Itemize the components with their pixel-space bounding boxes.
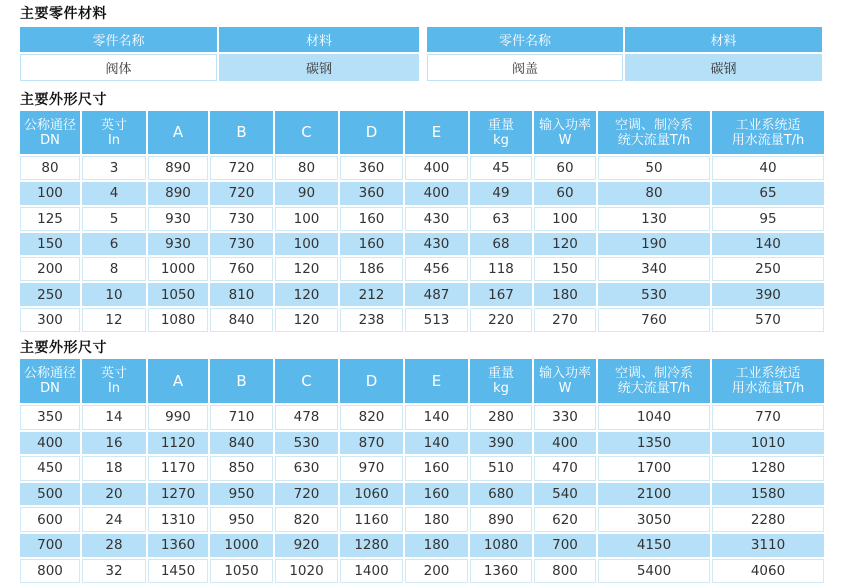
cell-dn: 600 <box>20 507 80 532</box>
materials-gap <box>421 54 425 81</box>
table-row <box>20 156 824 180</box>
cell-ac-flow: 4150 <box>598 534 710 557</box>
cell-power: 330 <box>534 405 596 430</box>
cell-dn: 450 <box>20 456 80 481</box>
header-label: 输入功率 <box>538 366 591 381</box>
cell-ac-flow: 50 <box>598 156 710 180</box>
header-e <box>405 359 468 403</box>
cell-c: 630 <box>275 456 338 481</box>
cell-b: 710 <box>210 405 273 430</box>
cell-dn: 80 <box>20 156 80 180</box>
cell-power: 620 <box>534 507 596 532</box>
cell-ac-flow: 5400 <box>598 559 710 584</box>
header-unit: 统大流量T/h <box>617 381 691 396</box>
header-industrial-flow <box>712 111 824 154</box>
dimensions-table-2 <box>18 357 826 585</box>
header-label: C <box>301 371 312 390</box>
table-row <box>20 207 824 231</box>
cell-inch: 3 <box>82 156 146 180</box>
cell-weight: 390 <box>470 432 532 455</box>
cell-e: 160 <box>405 456 468 481</box>
materials-header-material: 材料 <box>219 27 419 52</box>
cell-c: 820 <box>275 507 338 532</box>
header-a <box>148 359 208 403</box>
cell-inch: 4 <box>82 182 146 204</box>
cell-d: 970 <box>340 456 403 481</box>
cell-power: 180 <box>534 283 596 305</box>
header-label: 重量 <box>487 117 514 133</box>
cell-industrial-flow: 65 <box>712 182 824 204</box>
cell-d: 870 <box>340 432 403 455</box>
cell-inch: 5 <box>82 207 146 231</box>
cell-b: 840 <box>210 308 273 332</box>
cell-inch: 28 <box>82 534 146 557</box>
header-dn <box>20 111 80 154</box>
dimensions-header-row <box>20 111 824 154</box>
cell-ac-flow: 530 <box>598 283 710 305</box>
cell-dn: 300 <box>20 308 80 332</box>
header-unit: DN <box>40 381 60 396</box>
cell-e: 400 <box>405 156 468 180</box>
materials-row <box>20 54 822 81</box>
header-label: 工业系统适 <box>735 117 801 133</box>
header-label: 英寸 <box>100 366 127 381</box>
cell-c: 90 <box>275 182 338 204</box>
header-label: 工业系统适 <box>735 366 801 381</box>
header-unit: In <box>107 132 121 148</box>
dimensions-title-2: 主要外形尺寸 <box>20 340 107 356</box>
materials-cell-material: 碳钢 <box>625 54 822 81</box>
materials-header-part-name: 零件名称 <box>20 27 217 52</box>
cell-c: 478 <box>275 405 338 430</box>
cell-ac-flow: 1350 <box>598 432 710 455</box>
cell-c: 1020 <box>275 559 338 584</box>
cell-b: 720 <box>210 182 273 204</box>
cell-d: 820 <box>340 405 403 430</box>
cell-c: 120 <box>275 308 338 332</box>
cell-ac-flow: 1700 <box>598 456 710 481</box>
cell-c: 530 <box>275 432 338 455</box>
cell-c: 720 <box>275 483 338 506</box>
cell-ac-flow: 340 <box>598 257 710 281</box>
cell-b: 730 <box>210 233 273 255</box>
cell-e: 180 <box>405 507 468 532</box>
header-inch <box>82 111 146 154</box>
cell-a: 990 <box>148 405 208 430</box>
cell-ac-flow: 760 <box>598 308 710 332</box>
cell-inch: 8 <box>82 257 146 281</box>
cell-ac-flow: 3050 <box>598 507 710 532</box>
cell-e: 456 <box>405 257 468 281</box>
header-label: C <box>301 123 312 141</box>
table-row <box>20 308 824 332</box>
header-d <box>340 359 403 403</box>
header-c <box>275 111 338 154</box>
header-b <box>210 111 273 154</box>
cell-e: 140 <box>405 405 468 430</box>
materials-header-row <box>20 27 822 52</box>
cell-power: 60 <box>534 156 596 180</box>
cell-industrial-flow: 140 <box>712 233 824 255</box>
materials-header-part-name: 零件名称 <box>427 27 623 52</box>
cell-c: 100 <box>275 233 338 255</box>
cell-d: 186 <box>340 257 403 281</box>
cell-weight: 167 <box>470 283 532 305</box>
header-inch <box>82 359 146 403</box>
cell-b: 950 <box>210 507 273 532</box>
header-label: E <box>431 371 442 390</box>
cell-c: 920 <box>275 534 338 557</box>
header-unit: kg <box>493 381 509 396</box>
header-label: 空调、制冷系 <box>614 366 693 381</box>
header-unit: W <box>558 132 572 148</box>
cell-dn: 200 <box>20 257 80 281</box>
cell-b: 850 <box>210 456 273 481</box>
cell-d: 360 <box>340 156 403 180</box>
table-row <box>20 257 824 281</box>
header-e <box>405 111 468 154</box>
cell-power: 60 <box>534 182 596 204</box>
cell-dn: 150 <box>20 233 80 255</box>
cell-e: 400 <box>405 182 468 204</box>
cell-power: 270 <box>534 308 596 332</box>
header-unit: 用水流量T/h <box>731 381 805 396</box>
cell-industrial-flow: 95 <box>712 207 824 231</box>
dimensions-header-row <box>20 359 824 403</box>
cell-b: 1000 <box>210 534 273 557</box>
cell-industrial-flow: 4060 <box>712 559 824 584</box>
cell-power: 400 <box>534 432 596 455</box>
cell-d: 1060 <box>340 483 403 506</box>
header-label: A <box>172 123 184 141</box>
cell-weight: 1080 <box>470 534 532 557</box>
cell-power: 470 <box>534 456 596 481</box>
cell-industrial-flow: 570 <box>712 308 824 332</box>
cell-industrial-flow: 390 <box>712 283 824 305</box>
cell-a: 930 <box>148 207 208 231</box>
cell-power: 100 <box>534 207 596 231</box>
cell-weight: 63 <box>470 207 532 231</box>
cell-a: 890 <box>148 182 208 204</box>
cell-ac-flow: 2100 <box>598 483 710 506</box>
cell-weight: 68 <box>470 233 532 255</box>
header-ac-flow <box>598 359 710 403</box>
cell-dn: 700 <box>20 534 80 557</box>
cell-dn: 400 <box>20 432 80 455</box>
cell-ac-flow: 1040 <box>598 405 710 430</box>
table-row <box>20 456 824 481</box>
cell-e: 487 <box>405 283 468 305</box>
cell-dn: 350 <box>20 405 80 430</box>
cell-industrial-flow: 1010 <box>712 432 824 455</box>
cell-d: 238 <box>340 308 403 332</box>
header-unit: 统大流量T/h <box>617 132 691 148</box>
materials-title: 主要零件材料 <box>20 6 107 22</box>
header-weight <box>470 359 532 403</box>
cell-inch: 20 <box>82 483 146 506</box>
cell-b: 840 <box>210 432 273 455</box>
cell-e: 200 <box>405 559 468 584</box>
cell-inch: 6 <box>82 233 146 255</box>
cell-inch: 18 <box>82 456 146 481</box>
header-unit: 用水流量T/h <box>731 132 805 148</box>
materials-gap <box>421 27 425 52</box>
cell-weight: 280 <box>470 405 532 430</box>
table-row <box>20 182 824 204</box>
cell-d: 360 <box>340 182 403 204</box>
header-c <box>275 359 338 403</box>
cell-a: 930 <box>148 233 208 255</box>
cell-industrial-flow: 770 <box>712 405 824 430</box>
header-label: B <box>236 123 247 141</box>
header-unit: DN <box>40 132 60 148</box>
cell-c: 120 <box>275 257 338 281</box>
cell-industrial-flow: 3110 <box>712 534 824 557</box>
cell-e: 140 <box>405 432 468 455</box>
cell-power: 700 <box>534 534 596 557</box>
header-label: 英寸 <box>100 117 127 133</box>
cell-b: 1050 <box>210 559 273 584</box>
header-label: E <box>431 123 442 141</box>
table-row <box>20 483 824 506</box>
cell-a: 1170 <box>148 456 208 481</box>
cell-a: 1050 <box>148 283 208 305</box>
cell-weight: 510 <box>470 456 532 481</box>
table-row <box>20 559 824 584</box>
dimensions-title-1: 主要外形尺寸 <box>20 92 107 108</box>
cell-a: 890 <box>148 156 208 180</box>
header-unit: W <box>558 381 572 396</box>
cell-power: 120 <box>534 233 596 255</box>
cell-c: 80 <box>275 156 338 180</box>
cell-e: 513 <box>405 308 468 332</box>
cell-a: 1270 <box>148 483 208 506</box>
cell-inch: 10 <box>82 283 146 305</box>
cell-weight: 45 <box>470 156 532 180</box>
cell-b: 730 <box>210 207 273 231</box>
header-unit: kg <box>493 132 509 148</box>
cell-e: 160 <box>405 483 468 506</box>
header-label: D <box>365 123 378 141</box>
cell-b: 950 <box>210 483 273 506</box>
header-label: A <box>172 371 184 390</box>
header-weight <box>470 111 532 154</box>
header-label: 公称通径 <box>23 117 76 133</box>
cell-b: 720 <box>210 156 273 180</box>
cell-power: 540 <box>534 483 596 506</box>
cell-dn: 125 <box>20 207 80 231</box>
cell-a: 1080 <box>148 308 208 332</box>
cell-weight: 890 <box>470 507 532 532</box>
materials-cell-material: 碳钢 <box>219 54 419 81</box>
cell-e: 430 <box>405 207 468 231</box>
cell-a: 1450 <box>148 559 208 584</box>
cell-weight: 1360 <box>470 559 532 584</box>
cell-inch: 16 <box>82 432 146 455</box>
cell-industrial-flow: 2280 <box>712 507 824 532</box>
header-label: 重量 <box>487 366 514 381</box>
header-label: D <box>365 371 378 390</box>
materials-table <box>18 25 824 83</box>
header-label: 公称通径 <box>23 366 76 381</box>
cell-dn: 100 <box>20 182 80 204</box>
header-power <box>534 359 596 403</box>
table-row <box>20 534 824 557</box>
cell-dn: 800 <box>20 559 80 584</box>
header-label: 空调、制冷系 <box>614 117 693 133</box>
table-row <box>20 507 824 532</box>
header-unit: In <box>107 381 121 396</box>
header-industrial-flow <box>712 359 824 403</box>
header-dn <box>20 359 80 403</box>
cell-e: 180 <box>405 534 468 557</box>
cell-industrial-flow: 1580 <box>712 483 824 506</box>
cell-inch: 24 <box>82 507 146 532</box>
cell-b: 760 <box>210 257 273 281</box>
cell-dn: 250 <box>20 283 80 305</box>
table-row <box>20 405 824 430</box>
cell-a: 1360 <box>148 534 208 557</box>
materials-cell-part: 阀盖 <box>427 54 623 81</box>
cell-ac-flow: 80 <box>598 182 710 204</box>
header-a <box>148 111 208 154</box>
header-power <box>534 111 596 154</box>
cell-d: 160 <box>340 233 403 255</box>
header-d <box>340 111 403 154</box>
cell-a: 1120 <box>148 432 208 455</box>
cell-c: 120 <box>275 283 338 305</box>
cell-industrial-flow: 1280 <box>712 456 824 481</box>
materials-header-material: 材料 <box>625 27 822 52</box>
cell-weight: 220 <box>470 308 532 332</box>
cell-a: 1310 <box>148 507 208 532</box>
header-label: B <box>236 371 247 390</box>
cell-power: 150 <box>534 257 596 281</box>
cell-d: 1400 <box>340 559 403 584</box>
cell-industrial-flow: 40 <box>712 156 824 180</box>
cell-weight: 118 <box>470 257 532 281</box>
cell-d: 212 <box>340 283 403 305</box>
header-label: 输入功率 <box>538 117 591 133</box>
cell-ac-flow: 130 <box>598 207 710 231</box>
cell-d: 160 <box>340 207 403 231</box>
cell-e: 430 <box>405 233 468 255</box>
header-ac-flow <box>598 111 710 154</box>
table-row <box>20 283 824 305</box>
cell-inch: 32 <box>82 559 146 584</box>
cell-d: 1280 <box>340 534 403 557</box>
header-b <box>210 359 273 403</box>
dimensions-table-1 <box>18 109 826 334</box>
materials-cell-part: 阀体 <box>20 54 217 81</box>
table-row <box>20 233 824 255</box>
cell-c: 100 <box>275 207 338 231</box>
cell-dn: 500 <box>20 483 80 506</box>
cell-industrial-flow: 250 <box>712 257 824 281</box>
table-row <box>20 432 824 455</box>
cell-a: 1000 <box>148 257 208 281</box>
cell-inch: 12 <box>82 308 146 332</box>
cell-inch: 14 <box>82 405 146 430</box>
cell-weight: 49 <box>470 182 532 204</box>
cell-ac-flow: 190 <box>598 233 710 255</box>
cell-power: 800 <box>534 559 596 584</box>
cell-d: 1160 <box>340 507 403 532</box>
cell-b: 810 <box>210 283 273 305</box>
cell-weight: 680 <box>470 483 532 506</box>
